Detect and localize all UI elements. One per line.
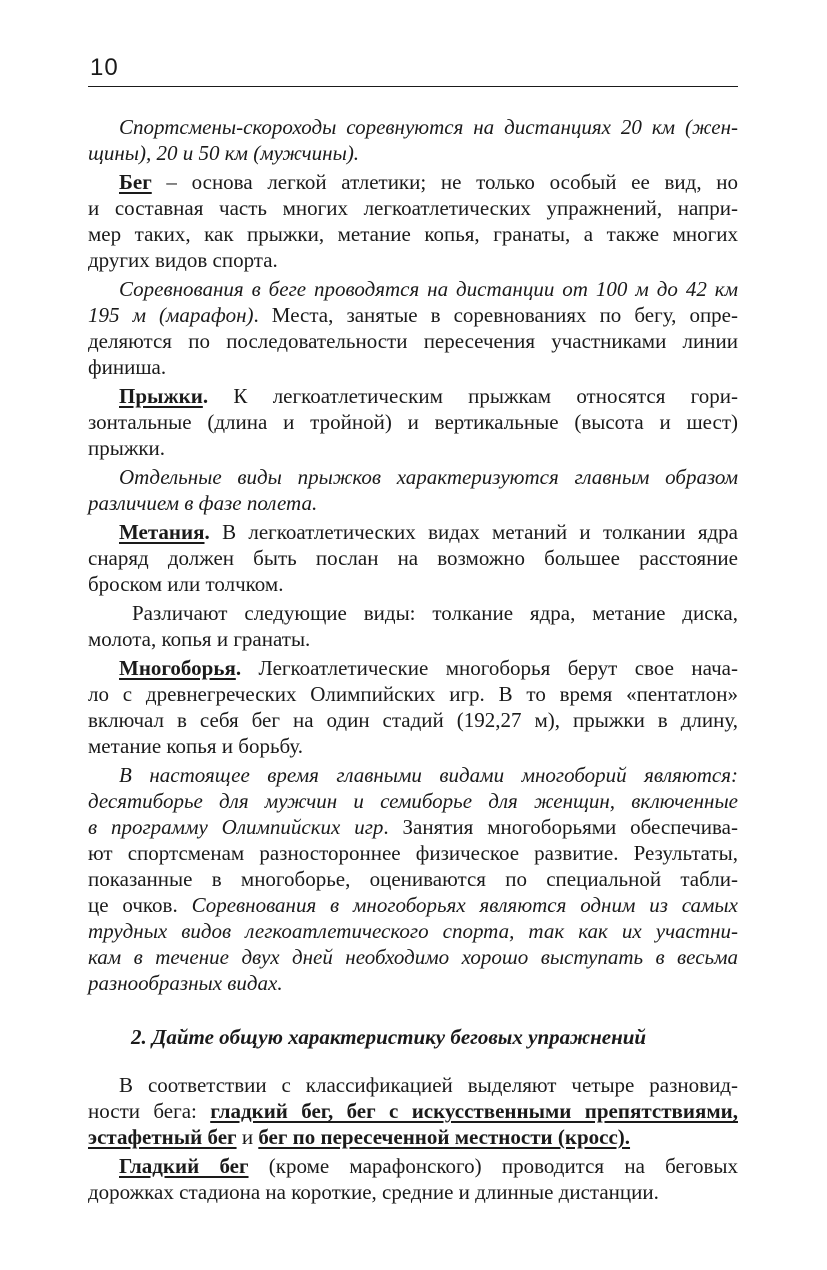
text-run: показанные в многоборье, оцениваются по специальной табли-: [88, 867, 738, 891]
text-line: [88, 788, 738, 814]
text-line: [88, 435, 738, 461]
text-run: – основа легкой атлетики; не только особый ее вид, но: [151, 170, 738, 194]
text-run: броском или толчком.: [88, 572, 284, 596]
text-line: [88, 571, 738, 597]
text-line: [88, 1179, 738, 1205]
text-line: [88, 169, 738, 195]
term-highlight: Прыжки: [119, 384, 203, 408]
text-run: и: [236, 1125, 259, 1149]
text-line: [88, 247, 738, 273]
text-line: [88, 600, 738, 626]
page-number: 10: [90, 54, 119, 81]
text-line: [88, 354, 738, 380]
text-line: [88, 140, 738, 166]
text-line: [88, 519, 738, 545]
header-rule: [88, 86, 738, 87]
text-line: [88, 221, 738, 247]
term-highlight: гладкий бег, бег с искусственными препятствиями,: [210, 1099, 738, 1123]
term-highlight: эстафетный бег: [88, 1125, 237, 1149]
italic-run: Отдельные виды прыжков характеризуются главным образом: [119, 465, 738, 489]
text-line: [88, 276, 738, 302]
term-highlight: Многоборья: [119, 656, 236, 680]
text-run: 2. Дайте общую характеристику беговых упражнений: [131, 1025, 647, 1049]
text-run: . Занятия многоборьями обеспечива-: [383, 815, 738, 839]
text-line: [88, 970, 738, 996]
text-run: снаряд должен быть послан на возможно большее расстояние: [88, 546, 738, 570]
text-run: ло с древнегреческих Олимпийских игр. В то время «пентатлон»: [88, 682, 738, 706]
text-line: [88, 918, 738, 944]
text-run: зонтальные (длина и тройной) и вертикальные (высота и шест): [88, 410, 738, 434]
italic-run: 195 м (марафон): [88, 303, 254, 327]
italic-run: Спортсмены-скороходы соревнуются на дистанциях 20 км (жен-: [119, 115, 738, 139]
text-run: (кроме марафонского) проводится на беговых: [248, 1154, 738, 1178]
text-line: [88, 545, 738, 571]
text-line: [88, 733, 738, 759]
text-line: [88, 1098, 738, 1124]
italic-run: разнообразных видах.: [88, 971, 283, 995]
text-line: [88, 707, 738, 733]
term-highlight: Метания: [119, 520, 205, 544]
text-line: [88, 1124, 738, 1150]
text-run: ности бега:: [88, 1099, 211, 1123]
text-run: мер таких, как прыжки, метание копья, гранаты, а также многих: [88, 222, 738, 246]
text-line: [88, 866, 738, 892]
italic-run: Соревнования в беге проводятся на дистанции от 100 м до 42 км: [119, 277, 738, 301]
text-run: це очков.: [88, 893, 192, 917]
text-run: и составная часть многих легкоатлетических упражнений, напри-: [88, 196, 738, 220]
text-line: [88, 892, 738, 918]
text-run: других видов спорта.: [88, 248, 278, 272]
text-run: Различают следующие виды: толкание ядра, метание диска,: [132, 601, 738, 625]
text-line: [88, 383, 738, 409]
text-run: прыжки.: [88, 436, 166, 460]
text-run: метание копья и борьбу.: [88, 734, 304, 758]
text-line: [88, 114, 738, 140]
text-run: В соответствии с классификацией выделяют четыре разновид-: [119, 1073, 738, 1097]
text-line: [88, 328, 738, 354]
italic-run: в программу Олимпийских игр: [88, 815, 384, 839]
text-run: деляются по последовательности пересечения участниками линии: [88, 329, 738, 353]
text-line: [88, 490, 738, 516]
text-line: [88, 655, 738, 681]
text-run: К легкоатлетическим прыжкам относятся гори-: [208, 384, 738, 408]
text-run: В легкоатлетических видах метаний и толкании ядра: [209, 520, 738, 544]
text-line: [88, 1072, 738, 1098]
body-text: [88, 114, 738, 1205]
term-highlight: Бег: [119, 170, 152, 194]
text-line: [88, 681, 738, 707]
text-run: .: [204, 520, 210, 544]
text-line: [88, 762, 738, 788]
text-run: дорожках стадиона на короткие, средние и длинные дистанции.: [88, 1180, 659, 1204]
italic-run: трудных видов легкоатлетического спорта, так как их участни-: [88, 919, 738, 943]
text-run: .: [202, 384, 209, 408]
italic-run: щины), 20 и 50 км (мужчины).: [88, 141, 360, 165]
text-run: Легкоатлетические многоборья берут свое нача-: [241, 656, 738, 680]
text-line: [88, 464, 738, 490]
text-line: [88, 944, 738, 970]
text-run: молота, копья и гранаты.: [88, 627, 311, 651]
section-heading: [88, 1022, 738, 1052]
text-line: [88, 195, 738, 221]
term-highlight: Гладкий бег: [119, 1154, 249, 1178]
text-line: [88, 1153, 738, 1179]
text-run: . Места, занятые в соревнованиях по бегу, опре-: [253, 303, 738, 327]
text-line: [88, 409, 738, 435]
italic-run: Соревнования в многоборьях являются одним из самых: [191, 893, 738, 917]
italic-run: различием в фазе полета.: [88, 491, 318, 515]
italic-run: кам в течение двух дней необходимо хорошо выступать в весьма: [88, 945, 738, 969]
text-run: финиша.: [88, 355, 167, 379]
text-run: включал в себя бег на один стадий (192,27 м), прыжки в длину,: [88, 708, 738, 732]
italic-run: В настоящее время главными видами многоборий являются:: [119, 763, 738, 787]
text-run: ют спортсменам разностороннее физическое развитие. Результаты,: [88, 841, 738, 865]
text-line: [88, 814, 738, 840]
text-line: [88, 626, 738, 652]
text-run: .: [235, 656, 242, 680]
text-line: [88, 840, 738, 866]
italic-run: десятиборье для мужчин и семиборье для женщин, включенные: [88, 789, 738, 813]
term-highlight: бег по пересеченной местности (кросс).: [258, 1125, 631, 1149]
text-line: [88, 302, 738, 328]
